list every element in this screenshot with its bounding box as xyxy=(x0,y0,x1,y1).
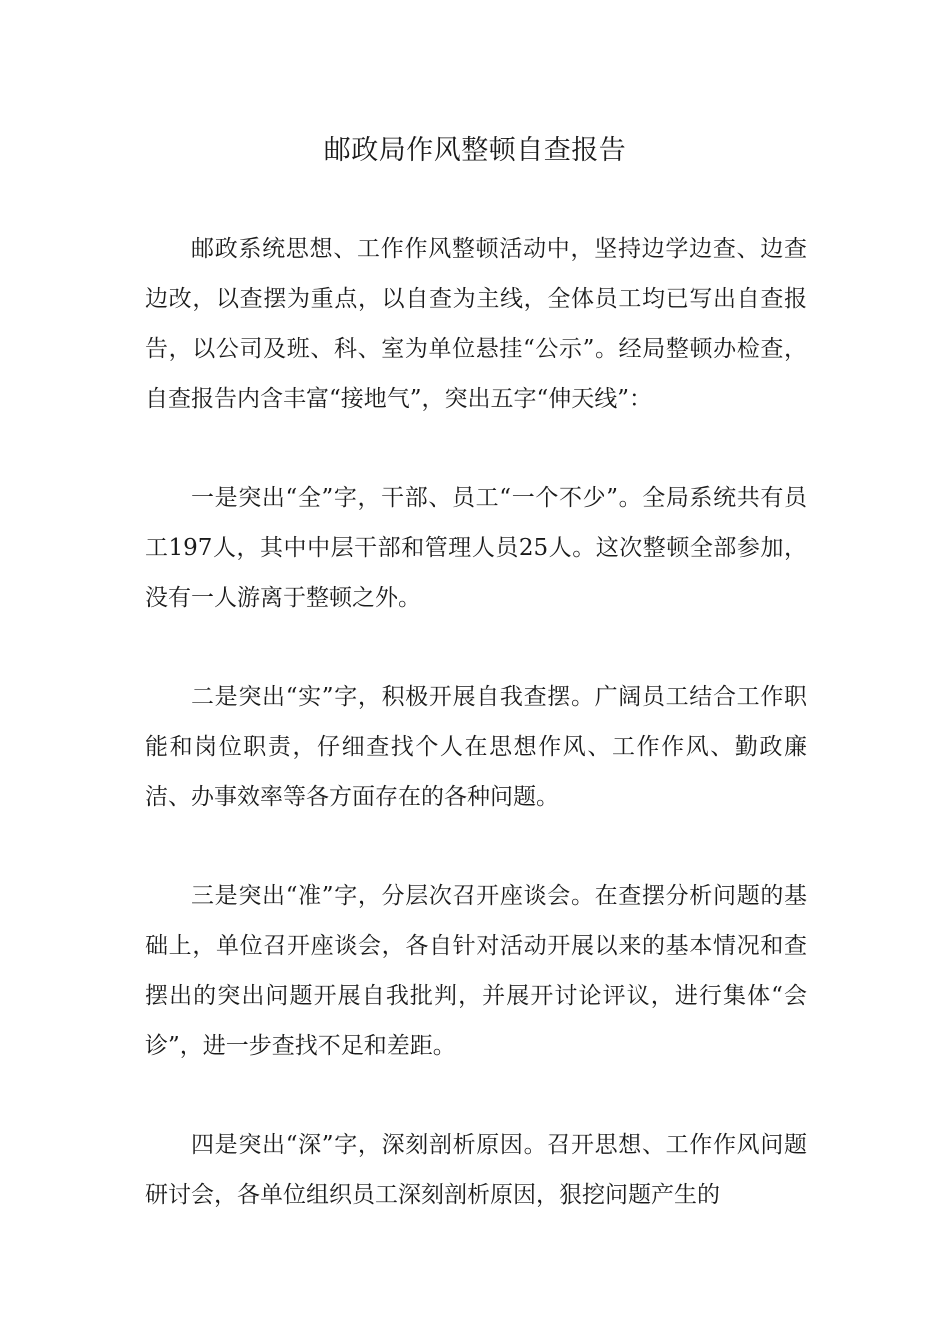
paragraph-point-1: 一是突出“全”字，干部、员工“一个不少”。全局系统共有员工197人，其中中层干部和管理人员25人。这次整顿全部参加，没有一人游离于整顿之外。 xyxy=(145,485,807,611)
document-body xyxy=(145,224,807,1269)
document-title: 邮政局作风整顿自查报告 xyxy=(323,135,627,166)
paragraph-point-2: 二是突出“实”字，积极开展自我查摆。广阔员工结合工作职能和岗位职责，仔细查找个人在思想作风、工作作风、勤政廉洁、办事效率等各方面存在的各种问题。 xyxy=(145,684,807,810)
paragraph-point-3: 三是突出“准”字，分层次召开座谈会。在查摆分析问题的基础上，单位召开座谈会，各自针对活动开展以来的基本情况和查摆出的突出问题开展自我批判，并展开讨论评议，进行集体“会诊”，进一步查找不足和差距。 xyxy=(145,883,807,1059)
paragraph-intro: 邮政系统思想、工作作风整顿活动中，坚持边学边查、边查边改，以查摆为重点，以自查为主线，全体员工均已写出自查报告，以公司及班、科、室为单位悬挂“公示”。经局整顿办检查，自查报告内含丰富“接地气”，突出五字“伸天线”： xyxy=(145,236,807,412)
paragraph-point-4: 四是突出“深”字，深刻剖析原因。召开思想、工作作风问题研讨会，各单位组织员工深刻剖析原因，狠挖问题产生的 xyxy=(145,1132,807,1208)
